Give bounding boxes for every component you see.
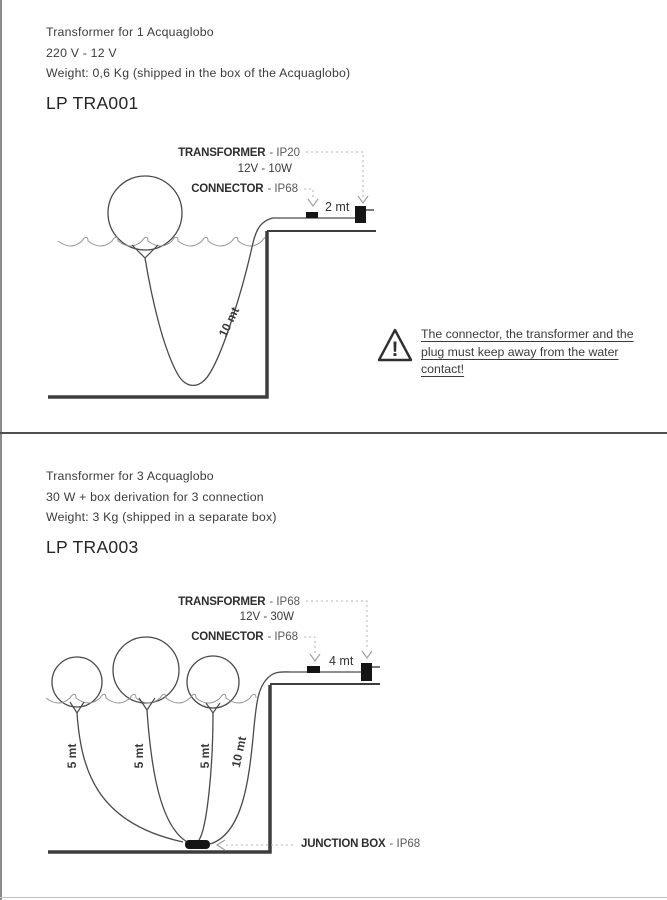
arrow-down-icon xyxy=(310,654,320,661)
drop-cable-length-label: 5 mt xyxy=(132,743,146,769)
warning-text: The connector, the transformer and the plug must keep away from the water contact! xyxy=(421,327,634,376)
drop-cable-length-label: 5 mt xyxy=(65,743,79,769)
section-lp-tra003 xyxy=(0,434,667,897)
transformer-label: TRANSFORMER - IP20 xyxy=(178,147,300,159)
connector-label: CONNECTOR - IP68 xyxy=(191,183,298,195)
deck-cable-length-label: 2 mt xyxy=(325,200,350,214)
junction-box-block xyxy=(185,840,210,849)
section-lp-tra001 xyxy=(0,0,667,432)
connector-block xyxy=(306,212,318,218)
drop-cable xyxy=(199,713,213,840)
power-derivation-spec: 30 W + box derivation for 3 connection xyxy=(46,489,264,504)
power-label: 12V - 10W xyxy=(237,163,292,175)
riser-cable-length-label: 10 mt xyxy=(228,735,250,769)
warning-icon xyxy=(377,326,413,366)
transformer-leader-line xyxy=(306,152,363,197)
connector-leader-line xyxy=(304,637,315,653)
svg-text:!: ! xyxy=(391,338,399,361)
acquaglobo-globe xyxy=(52,657,102,707)
acquaglobo-globe xyxy=(187,656,239,708)
pool-cable-length-label: 10 mt xyxy=(215,304,243,340)
connector-leader-line xyxy=(304,189,313,200)
pool-cable xyxy=(145,218,356,385)
voltage-spec: 220 V - 12 V xyxy=(46,45,117,60)
weight-spec: Weight: 3 Kg (shipped in a separate box) xyxy=(46,510,277,524)
arrow-down-icon xyxy=(358,196,368,203)
power-label: 12V - 30W xyxy=(239,611,294,623)
product-description: Transformer for 1 Acquaglobo xyxy=(46,25,214,39)
deck-cable-length-label: 4 mt xyxy=(329,654,354,668)
connector-label: CONNECTOR - IP68 xyxy=(191,631,298,643)
arrow-left-icon xyxy=(217,840,225,850)
arrow-down-icon xyxy=(308,199,318,206)
drop-cable xyxy=(147,710,189,843)
transformer-label: TRANSFORMER - IP68 xyxy=(178,596,300,608)
model-code: LP TRA001 xyxy=(46,92,139,113)
connector-block xyxy=(307,666,320,673)
acquaglobo-globe xyxy=(113,637,179,703)
model-code: LP TRA003 xyxy=(46,536,139,557)
transformer-block xyxy=(355,206,366,223)
junction-box-label: JUNCTION BOX - IP68 xyxy=(301,838,421,850)
weight-spec: Weight: 0,6 Kg (shipped in the box of the Acquaglobo) xyxy=(46,66,351,80)
warning-note xyxy=(377,326,653,379)
drop-cable-length-label: 5 mt xyxy=(198,743,212,769)
product-description: Transformer for 3 Acquaglobo xyxy=(46,469,214,483)
arrow-down-icon xyxy=(362,651,372,658)
drop-cable xyxy=(77,713,183,842)
pool-wall xyxy=(48,685,270,852)
transformer-block xyxy=(361,663,372,681)
page-bottom-border xyxy=(0,897,667,898)
acquaglobo-globe xyxy=(108,176,182,250)
